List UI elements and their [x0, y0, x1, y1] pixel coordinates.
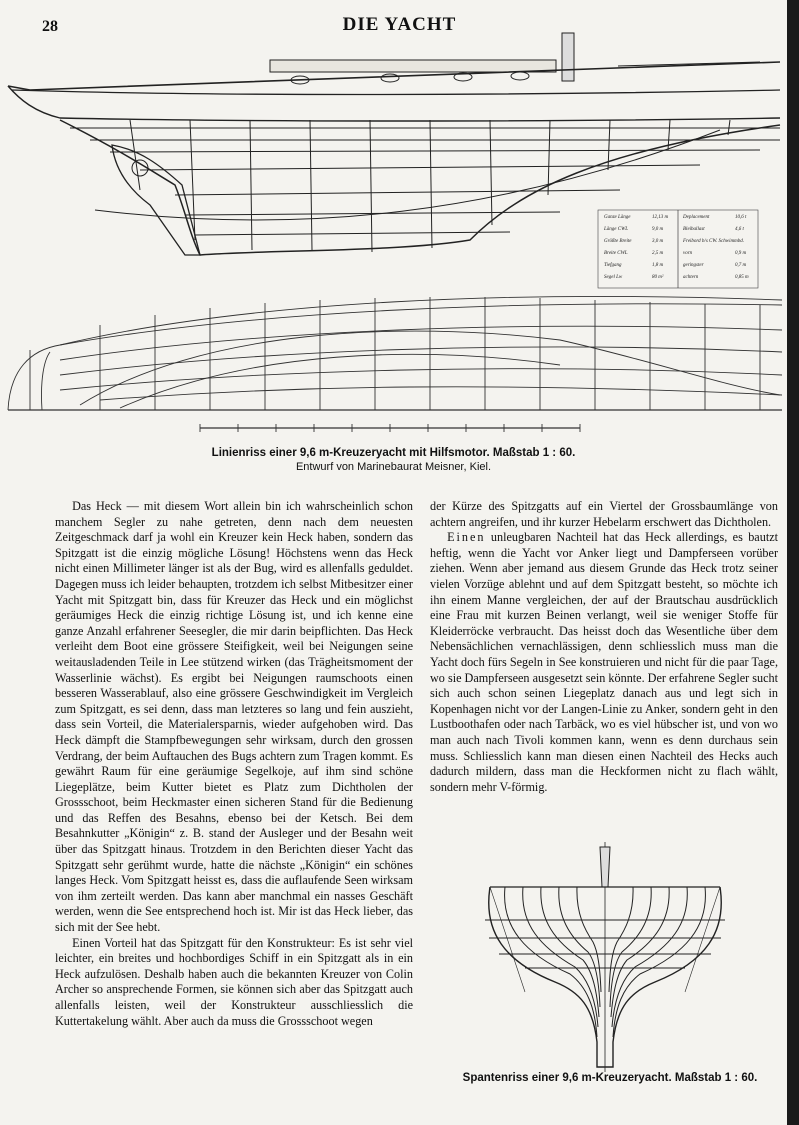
dim-row-1-value2: 10,6 t	[735, 215, 747, 220]
lines-plan-caption: Linienriss einer 9,6 m-Kreuzeryacht mit Hilfsmotor. Maßstab 1 : 60.	[211, 447, 576, 459]
article-right-column	[430, 499, 778, 795]
dim-row-2-value2: 4,6 t	[735, 227, 744, 232]
dim-row-2-label: Länge CWL	[604, 227, 629, 232]
dim-row-2-label2: Bleiballast	[683, 227, 705, 232]
spaced-lead-word: Einen	[447, 530, 486, 545]
article-paragraph: Einen Vorteil hat das Spitzgatt für den Konstrukteur: Es ist sehr viel leichter, ein breites und hochbordiges Schiff in ein Spitzgatt als in ein Heck aufzulösen. Deshalb haben auch die bekannten Kreuzer von Colin Archer so ansprechende Formen, sie können sich aber das Spitzgatt auch allenfalls leisten, weil der Konstrukteur ausschliesslich die Kuttertakelung wählt. Aber auch da muss die Grossschoot wegen	[55, 935, 413, 1028]
dim-row-3-value: 3,0 m	[652, 239, 664, 244]
page-number: 28	[42, 18, 58, 35]
article-paragraph: Das Heck — mit diesem Wort allein bin ich wahrscheinlich schon manchem Segler zu nahe getreten, denn nach dem neuesten Zeitgeschmack darf ja wohl ein Kreuzer kein Heck haben, sondern das Spitzgatt ist die einzig mögliche Lösung! Höchstens wenn das Heck nicht einen Millimeter länger ist als der Bug, wird es allenfalls geduldet. Dagegen muss ich leider behaupten, trotzdem ich selbst Mitbesitzer einer Yacht mit Spitzgatt bin, dass für Kreuzer das Heck und ein möglichst geräumiges Heck die einzig richtige Lösung ist, und ich kenne eine ganze Anzahl erfahrener Seesegler, die mir darin beipflichten. Das Heck verleiht dem Boot eine grössere Steifigkeit, weil bei Neigungen seine weitausladenden Teile in Lee stützend wirken (das Trägheitsmoment der Wasserlinie wächst). Es ergibt bei Neigungen raumschoots einen besseren Wasserablauf, also eine grössere Geschwindigkeit im Vergleich zum Spitzgatt, es sei denn, dass man letzteres so lang und fein auszieht, dass sein Vorteil, die Materialersparnis, wieder aufgehoben wird. Das Heck dämpft die Stampfbewegungen sehr wirksam, durch den grossen Verdrang, der beim Auftauchen des Bugs achtern zum Tragen kommt. Es gewährt Raum für eine geräumige Segelkoje, auf ihm sind schöne Liegeplätze, beim Kutter bietet es Platz zum Dichtholen der Grossschoot, beim Heckmaster einen sicheren Stand für die Bedienung und das Reffen des Besahns, ebenso bei der Ketsch. Bei dem Besahnkutter „Königin“ z. B. stand der Ausleger und der Besahn weit über das Spitzgatt hinaus. Trotzdem in den Berichten dieser Yacht das Spitzgatt sehr gerühmt wurde, hatte die nächste „Königin“ ein schönes langes Heck. Vom Spitzgatt heisst es, dass die auflaufende Seen wirksam von ihm zerteilt werden. Das kann aber manchmal ein nasses Geschäft werden, wenn die See entsprechend hoch ist. Mir ist das Heck lieber, das sich mit der See hebt.	[55, 499, 413, 935]
dim-row-4-value: 2,5 m	[652, 251, 664, 256]
dim-row-5-label: Tiefgang	[604, 263, 622, 268]
lines-plan-drawing	[0, 30, 787, 440]
article-left-column	[55, 499, 413, 1029]
dim-row-3-label: Größte Breite	[604, 239, 632, 244]
dim-row-1-label2: Deplacement	[683, 215, 710, 220]
sections-plan-drawing	[475, 842, 735, 1072]
dim-row-1-value: 12,13 m	[652, 215, 669, 220]
scan-edge	[787, 0, 799, 1125]
dim-row-1-label: Ganze Länge	[604, 215, 631, 220]
dim-row-5-label2: geringster	[683, 263, 704, 268]
running-title: DIE YACHT	[342, 14, 457, 35]
dim-row-4-label2: vorn	[683, 251, 693, 256]
dim-row-6-label: Segel Lw	[604, 275, 623, 280]
dim-row-4-value2: 0,9 m	[735, 251, 747, 256]
article-paragraph	[430, 530, 778, 795]
dim-row-5-value: 1,8 m	[652, 263, 664, 268]
dim-row-5-value2: 0,7 m	[735, 263, 747, 268]
sections-plan-caption: Spantenriss einer 9,6 m-Kreuzeryacht. Maßstab 1 : 60.	[462, 1072, 758, 1084]
dim-row-6-value2: 0,85 m	[735, 275, 749, 280]
dim-row-3-label2: Freibord b/s CW. Schwimmbd.	[683, 239, 744, 244]
dim-row-2-value: 9,0 m	[652, 227, 664, 232]
paragraph-text: unleugbaren Nachteil hat das Heck allerdings, es bautzt heftig, wenn die Yacht vor Anker liegt und Dampferseen vorüber ziehen. Wenn aber jemand aus diesem Grunde das Heck trotz seiner vielen Vorzüge ablehnt und auf dem Spitzgatt besteht, so möchte ich ihn einem Manne vergleichen, der auf der Brautschau ausdrücklich eine Frau mit kurzen Beinen verlangt, weil sie weniger Stoffe für Kleiderröcke verbraucht. Das heisst doch das Wesentliche über dem Nebensächlichen vernachlässigen, denn schliesslich muss man die Yacht doch fürs Segeln in See konstruieren und nicht für die paar Tage, wo sie Dampferseen ausgesetzt sein könnte. Der erfahrene Segler sucht sich auch schon seinen Liegeplatz danach aus und legt sich in Kopenhagen nicht vor der Langen-Linie zu Anker, sondern geht in den Lustboothafen oder nach Tarbäck, wo es viel hübscher ist, und von wo man auch nach Tivoli kommen kann, wenn es denn durchaus sein muss. Schliesslich kann man diesen einen Nachteil des Hecks auch dadurch mildern, dass man die Heckformen nicht zu flach wählt, sondern mehr V-förmig.	[430, 530, 778, 794]
dim-row-6-value: 80 m²	[652, 275, 664, 280]
dim-row-4-label: Breite CWL	[604, 251, 628, 256]
lines-plan-subcaption: Entwurf von Marinebaurat Meisner, Kiel.	[295, 461, 492, 473]
article-paragraph: der Kürze des Spitzgatts auf ein Viertel der Grossbaumlänge von achtern angreifen, und ihr kurzer Hebelarm erschwert das Dichtholen.	[430, 499, 778, 529]
dim-row-6-label2: achtern	[683, 275, 699, 280]
